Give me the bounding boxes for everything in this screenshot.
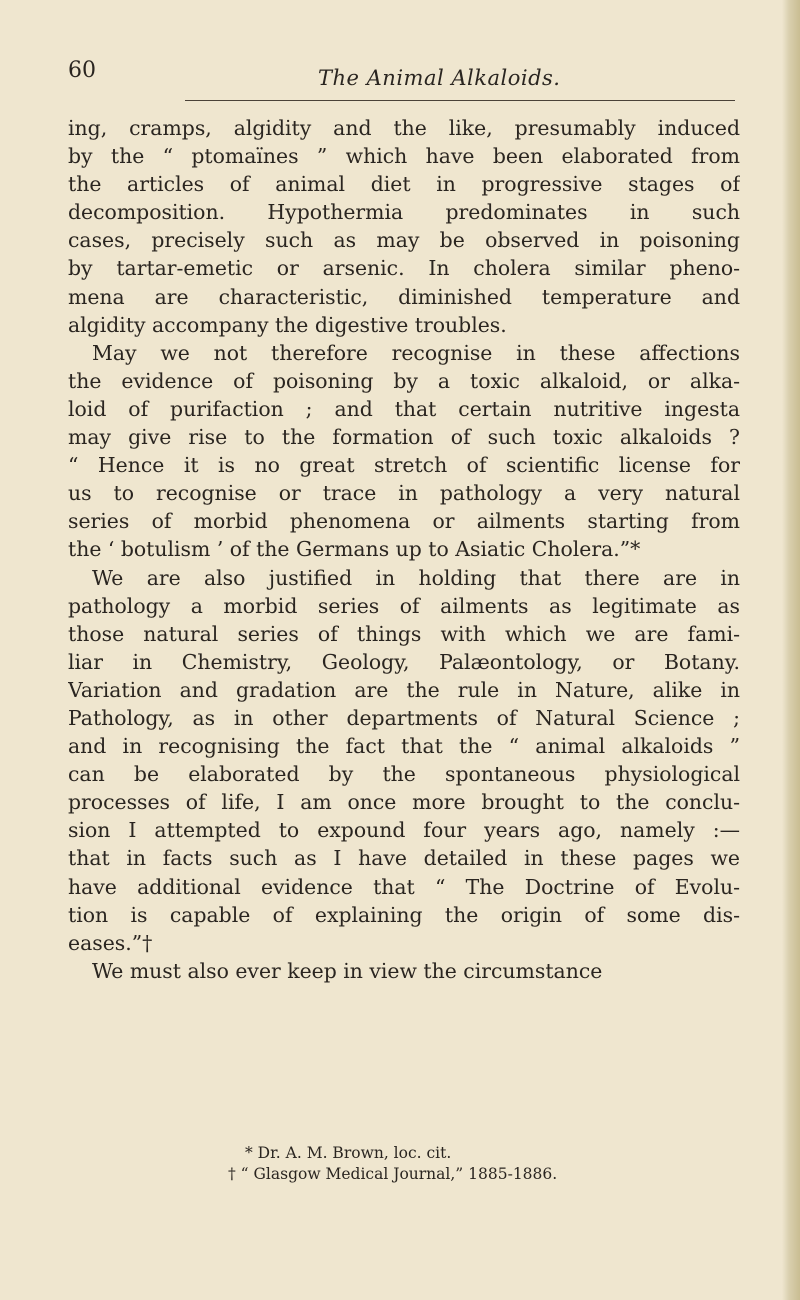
text-line: eases.”† (68, 930, 153, 955)
text-line: us to recognise or trace in pathology a very natural (68, 481, 740, 506)
text-line: series of morbid phenomena or ailments starting from (68, 509, 740, 534)
text-line: those natural series of things with which we are fami- (68, 621, 740, 646)
text-line: “ Hence it is no great stretch of scientific license for (68, 453, 740, 478)
text-line: ing, cramps, algidity and the like, presumably induced (68, 116, 740, 140)
text-line: We must also ever keep in view the circumstance (92, 958, 603, 983)
footnote: * Dr. A. M. Brown, loc. cit. (245, 1144, 452, 1162)
text-line: mena are characteristic, diminished temperature and (68, 284, 740, 309)
body-text (68, 114, 740, 985)
footnote: † “ Glasgow Medical Journal,” 1885-1886. (228, 1165, 558, 1183)
header-rule (185, 100, 735, 101)
text-line: and in recognising the fact that the “ animal alkaloids ” (68, 734, 740, 759)
text-line: loid of purifaction ; and that certain nutritive ingesta (68, 396, 740, 421)
text-line: the ‘ botulism ’ of the Germans up to Asiatic Cholera.”* (68, 537, 641, 562)
text-line: cases, precisely such as may be observed in poisoning (68, 228, 740, 253)
text-line: the articles of animal diet in progressive stages of (68, 172, 740, 197)
text-line: processes of life, I am once more brought to the conclu- (68, 790, 740, 815)
text-line: liar in Chemistry, Geology, Palæontology, or Botany. (68, 649, 740, 674)
text-line: can be elaborated by the spontaneous physiological (68, 762, 740, 787)
text-line: We are also justified in holding that there are in (92, 565, 740, 590)
page-header (68, 58, 748, 94)
text-line: decomposition. Hypothermia predominates in such (68, 200, 740, 225)
text-line: may give rise to the formation of such toxic alkaloids ? (68, 425, 740, 450)
text-line: Pathology, as in other departments of Natural Science ; (68, 705, 740, 730)
text-line: by the “ ptomaïnes ” which have been elaborated from (68, 144, 740, 169)
running-title: The Animal Alkaloids. (318, 66, 561, 90)
text-line: tion is capable of explaining the origin of some dis- (68, 902, 740, 927)
text-line: Variation and gradation are the rule in Nature, alike in (68, 677, 740, 702)
text-line: have additional evidence that “ The Doctrine of Evolu- (68, 874, 740, 899)
text-line: by tartar-emetic or arsenic. In cholera similar pheno- (68, 256, 740, 281)
text-line: the evidence of poisoning by a toxic alkaloid, or alka- (68, 368, 740, 393)
footnotes (228, 1143, 745, 1185)
text-line: May we not therefore recognise in these affections (92, 340, 740, 365)
page-edge-shadow (782, 0, 800, 1300)
text-line: pathology a morbid series of ailments as legitimate as (68, 593, 740, 618)
text-line: that in facts such as I have detailed in these pages we (68, 846, 740, 871)
text-line: algidity accompany the digestive troubles. (68, 312, 507, 337)
page-number: 60 (68, 58, 96, 83)
text-line: sion I attempted to expound four years ago, namely :— (68, 818, 740, 843)
